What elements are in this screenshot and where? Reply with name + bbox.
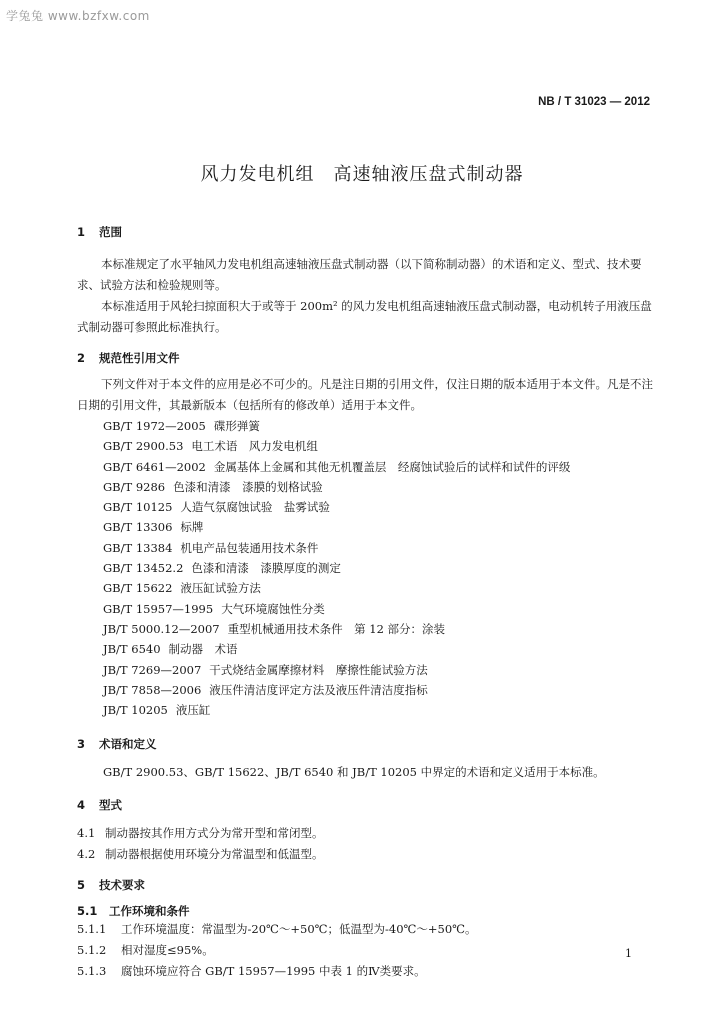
reference-name: 色漆和清漆 漆膜的划格试验 <box>173 479 323 494</box>
reference-name: 色漆和清漆 漆膜厚度的测定 <box>191 561 341 576</box>
section-number: 1 <box>77 225 86 239</box>
watermark-text: 学兔兔 www.bzfxw.com <box>6 9 150 23</box>
reference-code: GB/T 10125 <box>103 500 173 515</box>
reference-item <box>103 517 657 537</box>
reference-item <box>103 680 657 700</box>
reference-code: JB/T 7269—2007 <box>103 662 202 677</box>
reference-code: GB/T 9286 <box>103 479 166 494</box>
subsection-title: 工作环境和条件 <box>109 904 190 919</box>
reference-code: GB/T 13306 <box>103 520 173 535</box>
clause-number: 5.1.2 <box>77 943 107 958</box>
clause-item <box>77 961 657 982</box>
reference-name: 重型机械通用技术条件 第 12 部分：涂装 <box>227 621 446 636</box>
reference-item <box>103 477 657 497</box>
reference-code: JB/T 5000.12—2007 <box>103 621 220 636</box>
clause-number: 5.1.3 <box>77 964 107 979</box>
reference-code: GB/T 15622 <box>103 581 173 596</box>
reference-item <box>103 599 657 619</box>
reference-list <box>103 416 657 720</box>
section-title: 范围 <box>99 225 122 239</box>
section-1-heading <box>77 224 657 240</box>
reference-item <box>103 558 657 578</box>
section-number: 2 <box>77 351 86 365</box>
scope-paragraph-1: 本标准规定了水平轴风力发电机组高速轴液压盘式制动器（以下简称制动器）的术语和定义、型式、技术要求、试验方法和检验规则等。 <box>77 257 642 292</box>
clause-item <box>77 844 657 865</box>
reference-code: JB/T 6540 <box>103 642 161 657</box>
normative-references-paragraph: 下列文件对于本文件的应用是必不可少的。凡是注日期的引用文件，仅注日期的版本适用于本文件。凡是不注日期的引用文件，其最新版本（包括所有的修改单）适用于本文件。 <box>77 377 653 412</box>
reference-name: 金属基体上金属和其他无机覆盖层 经腐蚀试验后的试样和试件的评级 <box>213 459 571 474</box>
reference-code: JB/T 10205 <box>103 703 168 718</box>
terms-paragraph: GB/T 2900.53、GB/T 15622、JB/T 6540 和 JB/T 10205 中界定的术语和定义适用于本标准。 <box>103 765 605 780</box>
reference-name: 人造气氛腐蚀试验 盐雾试验 <box>180 500 330 515</box>
clause-text: 制动器根据使用环境分为常温型和低温型。 <box>105 847 324 862</box>
section-title: 规范性引用文件 <box>99 351 180 365</box>
reference-item <box>103 700 657 720</box>
subsection-number: 5.1 <box>77 904 98 919</box>
clause-item <box>77 823 657 844</box>
reference-name: 液压缸 <box>175 703 211 718</box>
scope-paragraph-2: 本标准适用于风轮扫掠面积大于或等于 200m² 的风力发电机组高速轴液压盘式制动器，电动机转子用液压盘式制动器可参照此标准执行。 <box>77 299 652 334</box>
section-number: 3 <box>77 737 86 752</box>
section-2-heading <box>77 350 657 366</box>
reference-item <box>103 497 657 517</box>
reference-item <box>103 538 657 558</box>
clause-text: 制动器按其作用方式分为常开型和常闭型。 <box>105 826 324 841</box>
clause-text: 工作环境温度：常温型为-20℃～+50℃；低温型为-40℃～+50℃。 <box>121 922 477 937</box>
reference-name: 碟形弹簧 <box>213 419 260 433</box>
reference-code: GB/T 13452.2 <box>103 561 184 576</box>
document-title: 风力发电机组 高速轴液压盘式制动器 <box>200 164 524 185</box>
document-body <box>77 224 657 982</box>
section-number: 4 <box>77 798 86 813</box>
reference-name: 干式烧结金属摩擦材料 摩擦性能试验方法 <box>209 662 428 677</box>
reference-code: GB/T 1972—2005 <box>103 419 206 433</box>
reference-name: 大气环境腐蚀性分类 <box>221 601 325 616</box>
section-4-heading <box>77 797 657 813</box>
reference-code: GB/T 13384 <box>103 540 173 555</box>
reference-item <box>103 578 657 598</box>
subsection-5-1-heading <box>77 903 657 919</box>
reference-name: 机电产品包装通用技术条件 <box>180 540 319 555</box>
page-number: 1 <box>625 947 632 960</box>
reference-name: 制动器 术语 <box>168 642 238 657</box>
reference-name: 液压缸试验方法 <box>180 581 261 596</box>
reference-name: 电工术语 风力发电机组 <box>191 439 318 454</box>
section-number: 5 <box>77 878 86 893</box>
reference-item <box>103 416 657 436</box>
reference-code: GB/T 2900.53 <box>103 439 184 454</box>
reference-item <box>103 639 657 659</box>
section-title: 型式 <box>99 798 122 813</box>
reference-code: JB/T 7858—2006 <box>103 682 202 697</box>
reference-item <box>103 436 657 456</box>
reference-name: 液压件清洁度评定方法及液压件清洁度指标 <box>209 682 428 697</box>
section-3-heading <box>77 736 657 752</box>
section-title: 技术要求 <box>99 878 145 893</box>
clause-item <box>77 940 657 961</box>
reference-code: GB/T 6461—2002 <box>103 459 206 474</box>
clause-number: 5.1.1 <box>77 922 107 937</box>
clause-text: 腐蚀环境应符合 GB/T 15957—1995 中表 1 的Ⅳ类要求。 <box>121 964 426 979</box>
clause-item <box>77 919 657 940</box>
clause-number: 4.1 <box>77 826 96 841</box>
clause-number: 4.2 <box>77 847 96 862</box>
section-title: 术语和定义 <box>99 737 157 752</box>
standard-code: NB / T 31023 — 2012 <box>538 96 650 108</box>
reference-name: 标牌 <box>180 520 204 535</box>
clause-text: 相对湿度≤95%。 <box>121 943 214 958</box>
reference-code: GB/T 15957—1995 <box>103 601 214 616</box>
reference-item <box>103 457 657 477</box>
reference-item <box>103 660 657 680</box>
section-5-heading <box>77 877 657 893</box>
reference-item <box>103 619 657 639</box>
